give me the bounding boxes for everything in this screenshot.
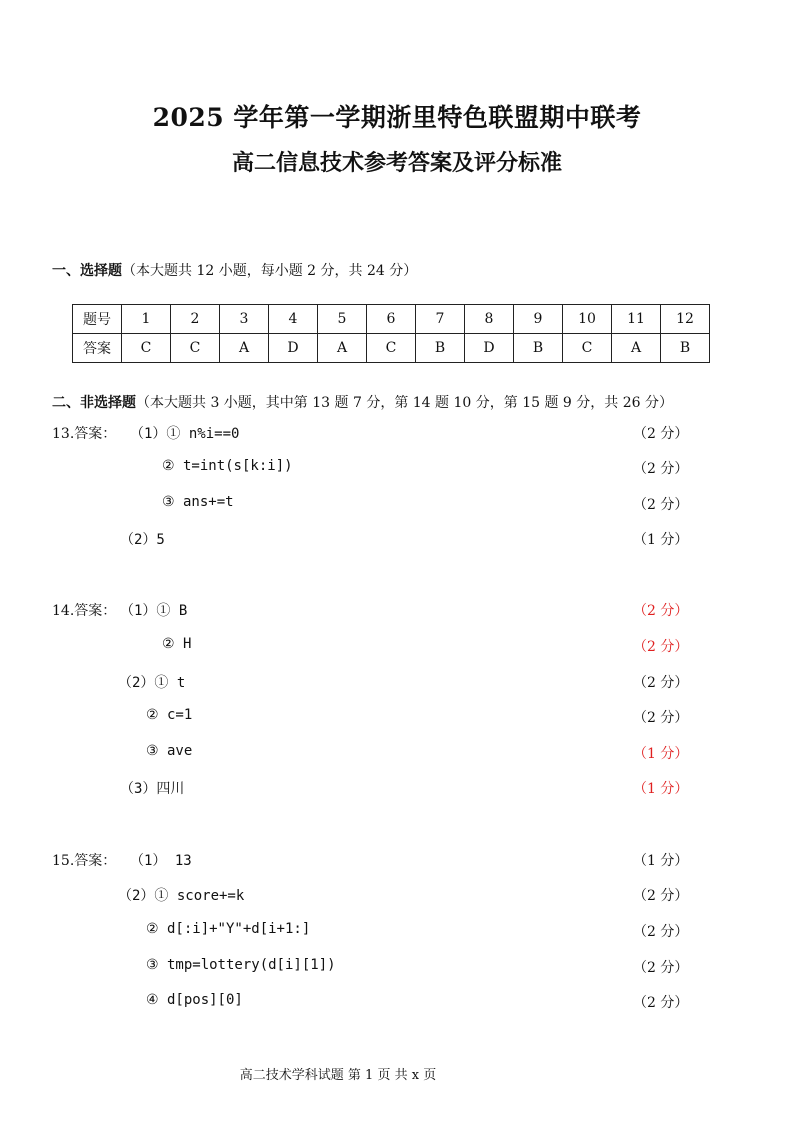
q13-answer-line: （1）① n%i==0	[130, 426, 240, 442]
q13-score: （1 分）	[633, 532, 689, 548]
q14-answer-line: （1）① B	[120, 603, 188, 619]
choice-answer: D	[269, 334, 318, 363]
question-number: 3	[220, 305, 269, 334]
q13-answer-line: ③ ans+=t	[162, 494, 234, 510]
choice-answer: B	[514, 334, 563, 363]
section2-heading: 二、非选择题	[52, 395, 136, 411]
q15-answer-line: ④ d[pos][0]	[146, 992, 243, 1008]
table-row-numbers	[73, 305, 710, 334]
question-number: 11	[612, 305, 661, 334]
q14-score: （1 分）	[633, 781, 689, 797]
section1-note: （本大题共 12 小题，每小题 2 分，共 24 分）	[122, 263, 418, 279]
page-footer: 高二技术学科试题 第 1 页 共 x 页	[239, 1068, 437, 1083]
page-title: 2025 学年第一学期浙里特色联盟期中联考	[152, 103, 642, 132]
choice-answer: C	[563, 334, 612, 363]
q15-score: （2 分）	[633, 995, 689, 1011]
q14-answer-line: （2）① t	[118, 675, 186, 691]
section2-header	[52, 392, 673, 412]
section1-header	[52, 260, 417, 280]
row-label-answer: 答案	[73, 334, 122, 363]
question-number: 1	[122, 305, 171, 334]
q13-score: （2 分）	[633, 461, 689, 477]
q14-answer-line: ③ ave	[146, 743, 193, 759]
question-number: 12	[661, 305, 710, 334]
table-row-answers	[73, 334, 710, 363]
multiple-choice-answer-table	[72, 304, 710, 363]
q13-answer-line: （2）5	[120, 532, 165, 548]
question-number: 10	[563, 305, 612, 334]
question-number: 6	[367, 305, 416, 334]
q14-score: （1 分）	[633, 746, 689, 762]
choice-answer: A	[220, 334, 269, 363]
choice-answer: B	[661, 334, 710, 363]
q14-score: （2 分）	[633, 710, 689, 726]
choice-answer: C	[171, 334, 220, 363]
question-number: 4	[269, 305, 318, 334]
question-number: 8	[465, 305, 514, 334]
choice-answer: A	[612, 334, 661, 363]
q14-score: （2 分）	[633, 603, 689, 619]
q15-score: （2 分）	[633, 960, 689, 976]
q15-label: 15.答案：	[52, 853, 117, 869]
choice-answer: C	[367, 334, 416, 363]
q14-answer-line: ② H	[162, 636, 192, 652]
q13-answer-line: ② t=int(s[k:i])	[162, 458, 293, 474]
choice-answer: C	[122, 334, 171, 363]
q13-score: （2 分）	[633, 497, 689, 513]
q15-answer-line: ② d[:i]+"Y"+d[i+1:]	[146, 921, 311, 937]
q15-answer-line: （1） 13	[130, 853, 192, 869]
section1-heading: 一、选择题	[52, 263, 122, 279]
q14-score: （2 分）	[633, 675, 689, 691]
question-number: 5	[318, 305, 367, 334]
q14-label: 14.答案：	[52, 603, 117, 619]
q14-answer-line: （3）四川	[120, 781, 185, 797]
q14-answer-line: ② c=1	[146, 707, 193, 723]
q14-score: （2 分）	[633, 639, 689, 655]
choice-answer: D	[465, 334, 514, 363]
page-subtitle: 高二信息技术参考答案及评分标准	[231, 150, 562, 176]
question-number: 7	[416, 305, 465, 334]
choice-answer: A	[318, 334, 367, 363]
question-number: 2	[171, 305, 220, 334]
q15-answer-line: ③ tmp=lottery(d[i][1])	[146, 957, 336, 973]
row-label-number: 题号	[73, 305, 122, 334]
q15-score: （1 分）	[633, 853, 689, 869]
q15-score: （2 分）	[633, 924, 689, 940]
q13-score: （2 分）	[633, 426, 689, 442]
q15-score: （2 分）	[633, 888, 689, 904]
choice-answer: B	[416, 334, 465, 363]
q13-label: 13.答案：	[52, 426, 117, 442]
section2-note: （本大题共 3 小题，其中第 13 题 7 分，第 14 题 10 分，第 15 题 9 分，共 26 分）	[136, 395, 673, 411]
question-number: 9	[514, 305, 563, 334]
q15-answer-line: （2）① score+=k	[118, 888, 245, 904]
